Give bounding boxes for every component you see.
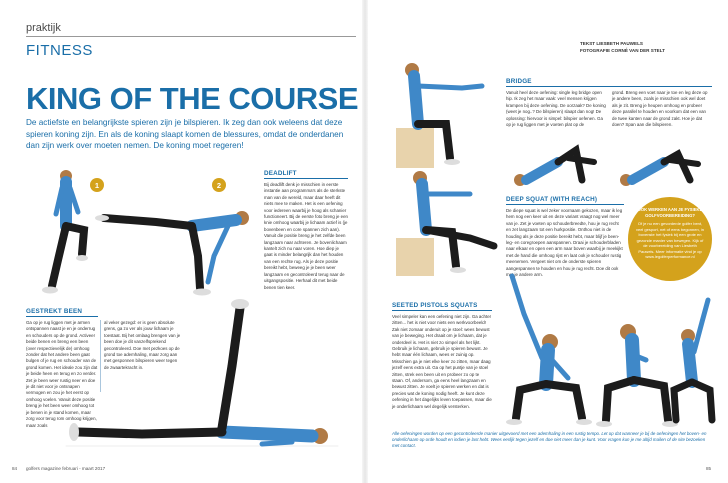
heading-deadlift: DEADLIFT [264, 170, 297, 177]
photo-pistol-squat-2 [390, 168, 502, 276]
text-gestrekt-been-col2: al veker gezegd: er is geen absolute grens, ga zo ver als jouw lichaam je toestaat. Bij het omlaag brengen van je been doe je dit vanzelfsprekend gecontroleerd. Doe met pezkoes op de grond toe ademhaling, maar zorg aan met gesponnen bilspieren weer tegen de zwaartekracht in. [104, 320, 181, 370]
photo-bridge-2 [618, 140, 708, 188]
credits [580, 40, 665, 54]
article-title: KING OF THE COURSE [26, 81, 359, 116]
step-number-1: 1 [90, 178, 104, 192]
photo-bridge-1 [512, 140, 602, 188]
top-rule [26, 36, 356, 37]
heading-gestrekt-been: GESTREKT BEEN [26, 308, 83, 315]
page-gutter [362, 0, 368, 483]
heading-bridge: BRIDGE [506, 78, 532, 85]
photo-pistol-squat-1 [390, 58, 500, 168]
heading-deep-squat: DEEP SQUAT (WITH REACH) [506, 196, 598, 203]
rule-bridge [506, 86, 712, 87]
kicker: praktijk [26, 22, 61, 34]
credits-text: TEKST LIESBETH PAUWELS [580, 41, 643, 46]
callout-heading: OOK WERKEN AAN JE FYSIEKE GOLFVOORBEREIDING? [637, 207, 703, 218]
text-bridge-col2: grond. Breng een voet naar je toe en leg deze op je andere been, zoals je misschien ook wel doet als je zit. Breng je heupen omhoog en probeer deze parallel te houden en voorkom dat een van de twee kanten naar de grond zakt. Hoe je dat doen? Span aan die bilspieren. [612, 90, 708, 128]
photo-deep-squat-1 [498, 268, 598, 432]
heading-seeted-pistols: SEETED PISTOLS SQUATS [392, 302, 478, 309]
text-bridge-col1: Vanuit heel deze oefening: single leg bridge open hip. Ik zeg het maar vaak: veel mensen krijgen krampen bij deze oefening. De oorzaak? De koning (weet je nog..? De bilspieren) slaapt dan nog! De oplossing: hiervoor is simpel: bilspier oefenen. Ga op je rug liggen met je voeten plat op de [506, 90, 606, 128]
section-label: FITNESS [26, 42, 93, 59]
text-seeted-pistols: Veel simpeler kan een oefening niet zijn. Ga achter zitten... het is niet voor niets een werkvoorbeeld! Zak niet zomaar onderuit op je stoel: wees bewust van je beweging. Het draait om je lichaam, dat je onderdeel is. Het is niet zo simpel als het lijkt. Gebruik je lichaam, gebruik je spieren bewust. Je hebt maar één lichaam, wees er zuinig op. Misschien ga je niet elke keer zo zitten, maar daag jezelf eens extra uit. Ga op het puntje van je stoel zitten, strek een been uit en probeer zo op te staan. Of, andersom, ga eens heel langzaam en bewust zitten. Je voelt je spieren werken en dat is precies wat de koning nodig heeft. Je kunt deze oefening in het dagelijks leven toepassen, maar die je onderlichaam wel degelijk versterken. [392, 314, 492, 409]
text-deadlift: Bij deadlift denk je misschien in eerste instantie aan programma's als de sterkste man van de wereld, maar daar heeft dit niets mee te maken. Het is een oefening voor iedereen waarbij je hoog als schanier functioneert. Bij de eerste foto breng je een knie omhoog waarbij je lichaam actief is (je bovenbeen en core spannen zich aan). Vanuit die positie breng je het zelfde been langzaam naar achteren. Je bovenlichaam kantelt zich nu naar voren. Hoe diep je gaat is minder belangrijk dan het houden van een rechte rug. Als je deze positie bereikt hebt, beweeg je je been weer langzaam en gecontroleerd terug naar de uitgangspositie. Herhaal dit met beide benen tien keer. [264, 182, 348, 290]
rule-seeted-pistols [392, 310, 492, 311]
photo-deep-squat-2 [596, 300, 716, 432]
credits-photo: FOTOGRAFIE CORNÉ VAN DER STELT [580, 48, 665, 53]
article-intro: De actiefste en belangrijkste spieren zijn je bilspieren. Ik zeg dan ook weleens dat deze spieren koning zijn. En als de koning slaapt komen de blessures, omdat de onderdanen dan zijn werk over moeten nemen. De koning moet regeren! [26, 118, 344, 150]
photo-deadlift-2 [96, 196, 256, 296]
footer-caption: Alle oefeningen worden op een gecontroleerde manier uitgevoerd met een ademhaling in een rustig tempo. Let op dat wanneer je bij de oefeningen het boven- en onderlichaam op orde houdt en indien je last hebt. Wees eerlijk tegen jezelf en doe niet meer dan je kunt. Voor vragen kun je me altijd mailen of de site bezoeken met contact. [392, 431, 707, 448]
rule-deadlift [264, 178, 348, 179]
callout-text: Of je nu een gevorderde golfer bent, veel gesport, net of eens begonnen, in bovenste het fysiek bij een grote en gezonde manier van bewegen. Kijk of de voorbereiding van Liesbeth Pauwels. Meer informatie vind je op www.legolferperformance.nl [635, 221, 705, 259]
photo-gestrekt-been [62, 296, 342, 456]
text-gestrekt-been-col1: Ga op je rug liggen met je armen ontspannen naast je en je onderrug en schouders op de grond. Activeer beide benen en breng een been (over respectievelijk de) omhoog zonder dat het andere been gaat bulgen of je rug en schouder van de grond komen. Het ideale zou zijn dat je beide heen en terug en zo verder. Zet je been weer rustig neer en doe je dit niet voor je ontsnapen vermogen en zou je het eerst op omhoog voelen. Vanuit deze positie breng je het been weer omhoog tot je benen in je stand komen, maar zorg voor terug rom omhoog krijgen, maar zoals [26, 320, 98, 428]
text-deep-squat: De diepe squat is wel zeker voornaam gekozen, maar ik leg hem nog een keer uit en deze variant vraagt nog wel meer van je. Zet je voeten op schouderbreedte, hou je rug recht en zet langzaam tot een hurkpositie. Onthou niet in de houding als je deze positie bereikt hebt, maar blijf je been- leg- en coregroepen aanspannen. Draai je schouderbladen naar elkaar en open een arm naar boven waarbij je meekijkt met de hand die omhoog rijst en laat ook je schouder rustig meenemen. Vergeet niet om de onderste spieren aangespannen te houden en hou je rug recht. Doe dit ook met je andere arm. [506, 208, 623, 278]
page-number-right: 85 [706, 466, 712, 471]
info-callout [628, 197, 712, 281]
magazine-footer: golfers magazine februari - maart 2017 [26, 466, 106, 471]
page-number-left: 84 [12, 466, 18, 471]
step-number-2: 2 [212, 178, 226, 192]
rule-deep-squat [506, 204, 624, 205]
